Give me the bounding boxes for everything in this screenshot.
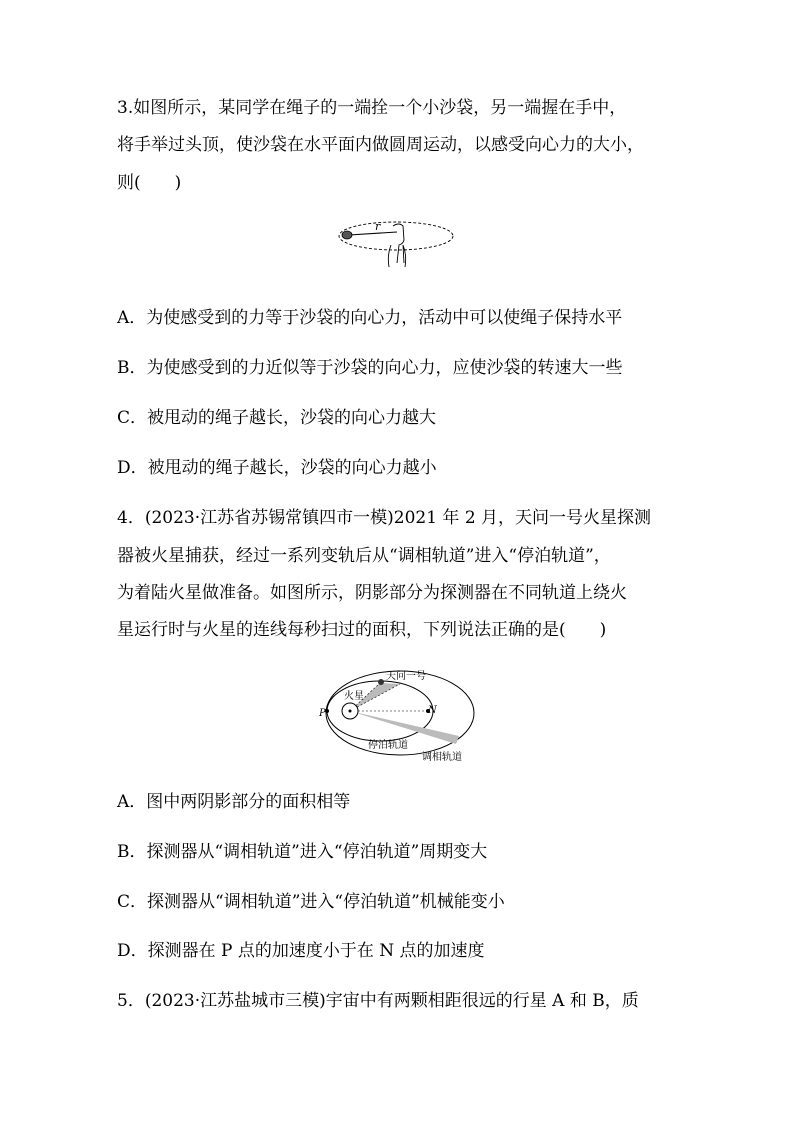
q4-label-parking: 停泊轨道	[368, 740, 408, 751]
q3-sandbag	[342, 231, 352, 239]
q3-orbit-ellipse	[339, 222, 453, 250]
q4-label-phasing: 调相轨道	[422, 752, 462, 763]
q4-option-a: A．图中两阴影部分的面积相等	[117, 792, 351, 812]
q3-label-r: r	[375, 220, 381, 233]
q4-option-d: D．探测器在 P 点的加速度小于在 N 点的加速度	[117, 941, 485, 961]
q4-stem-line-2: 器被火星捕获，经过一系列变轨后从“调相轨道”进入“停泊轨道”，	[117, 546, 611, 566]
q4-label-p: P	[319, 708, 326, 719]
q3-stem-line-1: 3.如图所示，某同学在绳子的一端拴一个小沙袋，另一端握在手中，	[117, 98, 627, 118]
q4-label-mars: 火星	[344, 691, 364, 702]
q4-option-c: C．探测器从“调相轨道”进入“停泊轨道”机械能变小	[117, 892, 505, 912]
q4-label-probe: 天问一号	[386, 671, 426, 682]
q3-sandbag-figure	[335, 212, 457, 284]
q3-option-d: D．被甩动的绳子越长，沙袋的向心力越小	[117, 458, 437, 478]
q3-stem-line-3: 则( )	[117, 173, 182, 193]
q4-stem-line-4: 星运行时与火星的连线每秒扫过的面积，下列说法正确的是( )	[117, 620, 607, 640]
q3-hand	[388, 224, 405, 267]
q3-option-c: C．被甩动的绳子越长，沙袋的向心力越大	[117, 408, 437, 428]
q3-rope	[349, 232, 397, 235]
q3-stem-line-2: 将手举过头顶，使沙袋在水平面内做圆周运动，以感受向心力的大小，	[117, 135, 644, 155]
q4-stem-line-1: 4．(2023·江苏省苏锡常镇四市一模)2021 年 2 月，天问一号火星探测	[117, 508, 652, 528]
q3-option-a: A．为使感受到的力等于沙袋的向心力，活动中可以使绳子保持水平	[117, 308, 623, 328]
q5-stem-line-1: 5．(2023·江苏盐城市三模)宇宙中有两颗相距很远的行星 A 和 B，质	[117, 991, 639, 1011]
q4-stem-line-3: 为着陆火星做准备。如图所示，阴影部分为探测器在不同轨道上绕火	[117, 583, 627, 603]
q4-orbit-figure	[318, 664, 478, 768]
q4-label-n: N	[428, 705, 437, 716]
q4-option-b: B．探测器从“调相轨道”进入“停泊轨道”周期变大	[117, 842, 488, 862]
q3-option-b: B．为使感受到的力近似等于沙袋的向心力，应使沙袋的转速大一些	[117, 358, 623, 378]
q4-probe	[378, 679, 384, 685]
